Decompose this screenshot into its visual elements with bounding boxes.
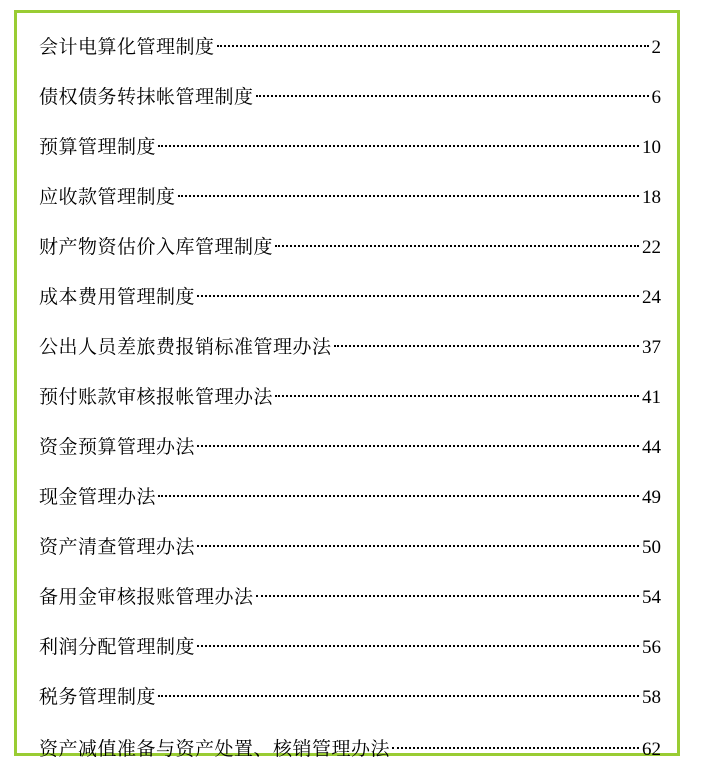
- dot-leader: [158, 145, 639, 147]
- toc-entry-title: 财产物资估价入库管理制度: [39, 236, 274, 258]
- toc-entry-page-number: 10: [642, 137, 661, 158]
- toc-entry[interactable]: [39, 122, 661, 172]
- toc-entry-title: 债权债务转抹帐管理制度: [39, 86, 254, 108]
- toc-entry[interactable]: [39, 522, 661, 572]
- toc-entry[interactable]: [39, 672, 661, 722]
- toc-entry-page-number: 41: [642, 387, 661, 408]
- dot-leader: [158, 695, 639, 697]
- toc-entry-title: 会计电算化管理制度: [39, 36, 215, 58]
- toc-entry[interactable]: [39, 622, 661, 672]
- toc-entry-title: 资产清查管理办法: [39, 536, 196, 558]
- dot-leader: [158, 495, 639, 497]
- toc-entry[interactable]: [39, 72, 661, 122]
- toc-entry-page-number: 54: [642, 587, 661, 608]
- table-of-contents-frame: [14, 10, 680, 760]
- toc-entry-page-number: 56: [642, 637, 661, 658]
- toc-entry-page-number: 37: [642, 337, 661, 358]
- toc-entry-page-number: 62: [642, 739, 661, 760]
- toc-entry-page-number: 18: [642, 187, 661, 208]
- toc-entry-page-number: 2: [651, 37, 661, 58]
- dot-leader: [197, 545, 639, 547]
- toc-entry-title: 税务管理制度: [39, 686, 157, 708]
- toc-entry-title: 资产减值准备与资产处置、核销管理办法: [39, 738, 391, 760]
- toc-entry-page-number: 6: [651, 87, 661, 108]
- toc-entry-title: 预算管理制度: [39, 136, 157, 158]
- dot-leader: [197, 295, 639, 297]
- table-of-contents-list: [39, 22, 661, 774]
- toc-entry[interactable]: [39, 272, 661, 322]
- toc-entry[interactable]: [39, 322, 661, 372]
- dot-leader: [256, 595, 639, 597]
- dot-leader: [256, 95, 649, 97]
- toc-entry[interactable]: [39, 22, 661, 72]
- toc-entry[interactable]: [39, 572, 661, 622]
- toc-entry[interactable]: [39, 222, 661, 272]
- dot-leader: [197, 445, 639, 447]
- dot-leader: [178, 195, 639, 197]
- toc-entry-title: 备用金审核报账管理办法: [39, 586, 254, 608]
- toc-entry-title: 预付账款审核报帐管理办法: [39, 386, 274, 408]
- dot-leader: [334, 345, 639, 347]
- toc-entry-page-number: 58: [642, 687, 661, 708]
- toc-entry[interactable]: [39, 172, 661, 222]
- toc-entry-page-number: 24: [642, 287, 661, 308]
- toc-entry-title: 成本费用管理制度: [39, 286, 196, 308]
- dot-leader: [275, 245, 639, 247]
- toc-entry[interactable]: [39, 472, 661, 522]
- dot-leader: [275, 395, 639, 397]
- toc-entry[interactable]: [39, 422, 661, 472]
- toc-entry-title: 利润分配管理制度: [39, 636, 196, 658]
- toc-entry-title: 应收款管理制度: [39, 186, 176, 208]
- toc-entry-page-number: 49: [642, 487, 661, 508]
- dot-leader: [392, 747, 639, 749]
- toc-entry-page-number: 50: [642, 537, 661, 558]
- toc-entry-title: 现金管理办法: [39, 486, 157, 508]
- dot-leader: [217, 45, 649, 47]
- toc-entry-title: 公出人员差旅费报销标准管理办法: [39, 336, 332, 358]
- toc-entry[interactable]: [39, 372, 661, 422]
- toc-entry-page-number: 22: [642, 237, 661, 258]
- dot-leader: [197, 645, 639, 647]
- toc-entry-title: 资金预算管理办法: [39, 436, 196, 458]
- toc-entry-page-number: 44: [642, 437, 661, 458]
